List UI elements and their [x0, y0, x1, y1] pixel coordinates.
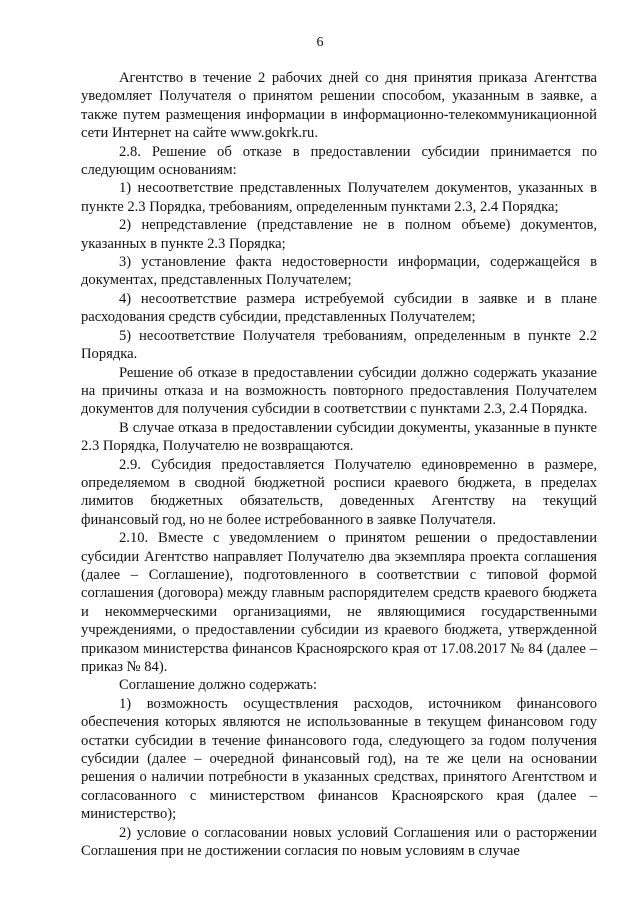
paragraph-documents-not-returned: В случае отказа в предоставлении субсидии документы, указанные в пункте 2.3 Порядка, Получателю не возвращаются. — [81, 419, 597, 455]
list-item-ground-5: 5) несоответствие Получателя требованиям, определенным в пункте 2.2 Порядка. — [81, 327, 597, 363]
paragraph-2-10: 2.10. Вместе с уведомлением о принятом решении о предоставлении субсидии Агентство направляет Получателю два экземпляра проекта соглашения (далее – Соглашение), подготовленного в соответствии с типовой формой соглашения (договора) между главным распорядителем средств краевого бюджета и некоммерческими организациями, не являющимися государственными учреждениями, о предоставлении субсидии из краевого бюджета, утвержденной приказом министерства финансов Красноярского края от 17.08.2017 № 84 (далее – приказ № 84). — [81, 530, 597, 675]
paragraph-agreement-heading: Соглашение должно содержать: — [119, 677, 317, 694]
paragraph-refusal-content: Решение об отказе в предоставлении субсидии должно содержать указание на причины отказа и на возможность повторного предоставления Получателем документов для получения субсидии в соответствии с пунктами 2.3, 2.4 Порядка. — [81, 364, 597, 418]
paragraph-notification: Агентство в течение 2 рабочих дней со дня принятия приказа Агентства уведомляет Получателя о принятом решении способом, указанным в заявке, а также путем размещения информации в информационно-телекоммуникационной сети Интернет на сайте www.gokrk.ru. — [81, 70, 597, 142]
paragraph-2-8: 2.8. Решение об отказе в предоставлении субсидии принимается по следующим основаниям: — [81, 143, 597, 179]
paragraph-2-9: 2.9. Субсидия предоставляется Получателю единовременно в размере, определяемом в сводной бюджетной росписи краевого бюджета, в пределах лимитов бюджетных обязательств, доведенных Агентству на текущий финансовый год, но не более истребованного в заявке Получателя. — [81, 456, 597, 528]
document-body — [81, 69, 597, 860]
list-item-ground-4: 4) несоответствие размера истребуемой субсидии в заявке и в плане расходования средств субсидии, представленных Получателем; — [81, 290, 597, 326]
list-item-ground-1: 1) несоответствие представленных Получателем документов, указанных в пункте 2.3 Порядка, требованиям, определенным пунктами 2.3, 2.4 Порядка; — [81, 180, 597, 215]
list-item-agreement-1: 1) возможность осуществления расходов, источником финансового обеспечения которых являются не использованные в текущем финансовом году остатки субсидии в течение финансового года, следующего за годом получения субсидии (далее – очередной финансовый год), на те же цели на основании решения о наличии потребности в указанных средствах, принятого Агентством и согласованного с министерством финансов Красноярского края (далее – министерство); — [81, 695, 597, 823]
list-item-ground-2: 2) непредставление (представление не в полном объеме) документов, указанных в пункте 2.3 Порядка; — [81, 217, 597, 252]
list-item-agreement-2: 2) условие о согласовании новых условий Соглашения или о расторжении Соглашения при не достижении согласия по новым условиям в случае — [81, 824, 597, 860]
page-number: 6 — [316, 35, 324, 50]
list-item-ground-3: 3) установление факта недостоверности информации, содержащейся в документах, представленных Получателем; — [81, 254, 597, 289]
